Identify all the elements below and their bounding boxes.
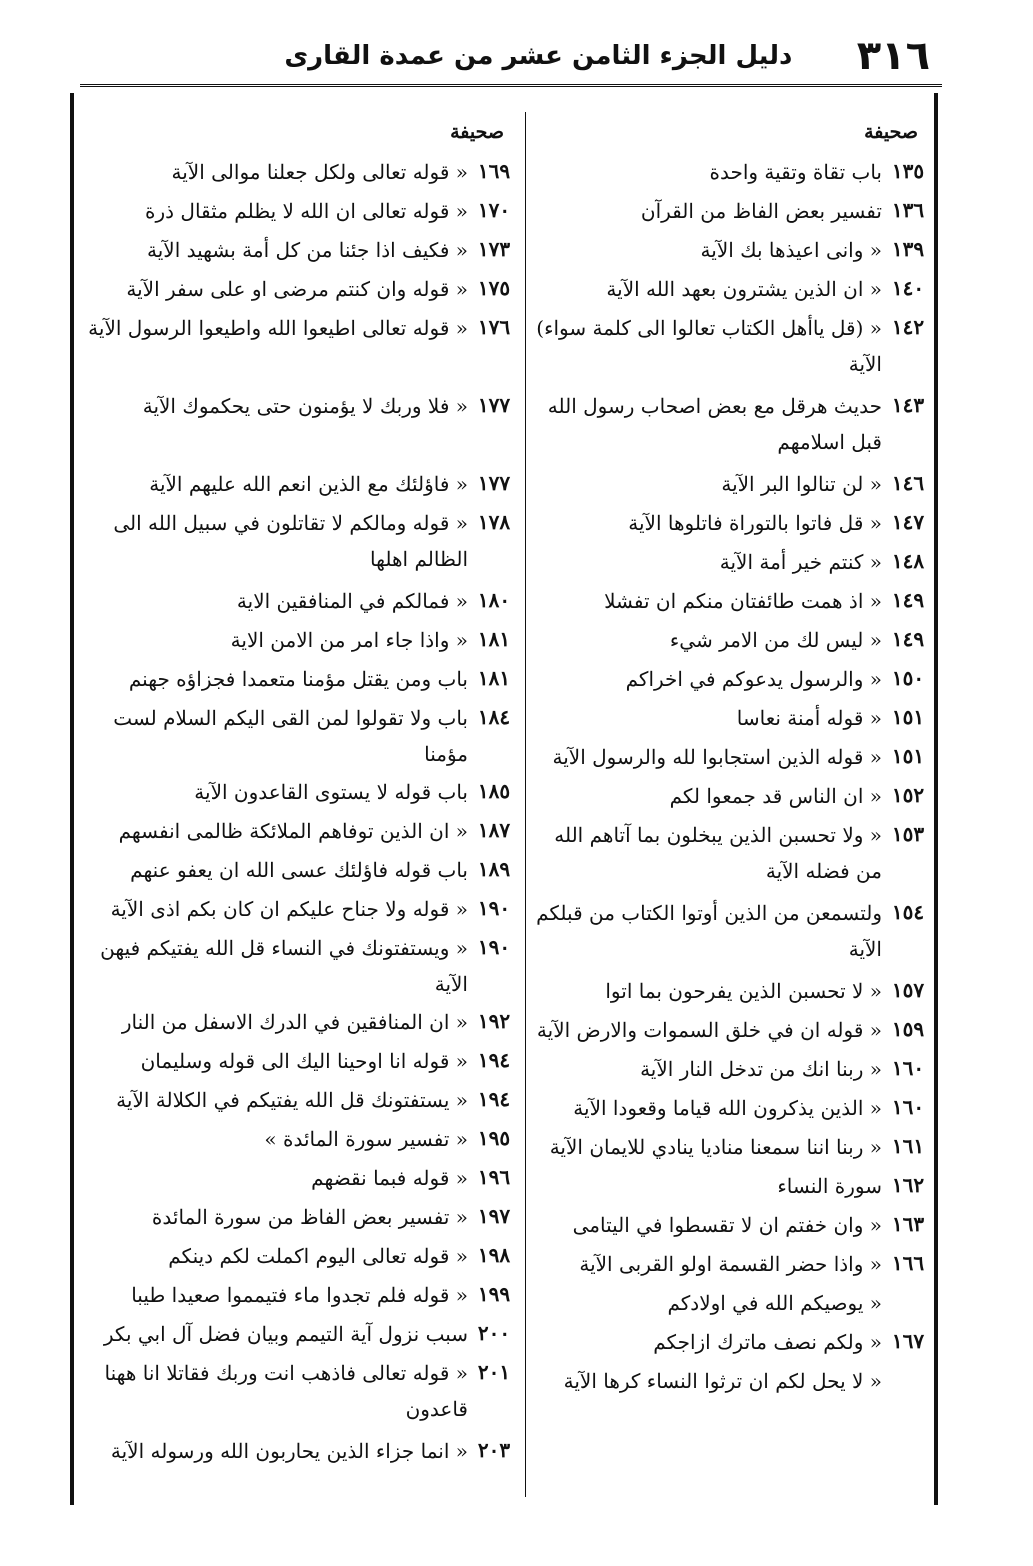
index-entry [534,386,934,464]
entry-page-number: ١٥٩ [891,1017,925,1041]
entry-title: « قوله تعالى اطيعوا الله واطيعوا الرسول الآية [88,316,468,340]
index-entry [80,850,520,889]
index-entry [534,1322,934,1361]
entry-title: « ان الناس قد جمعوا لكم [669,784,882,808]
entry-page-number: ١٤٠ [891,276,925,300]
entry-title: « قوله ومالكم لا تقاتلون في سبيل الله الى الظالم اهلها [113,511,468,571]
entry-page-number: ١٧٨ [477,510,511,534]
entry-page-number: ١٩٧ [477,1204,511,1228]
index-entry [80,889,520,928]
entry-page-number: ١٤٨ [891,549,925,573]
entry-title: « تفسير سورة المائدة » [264,1127,468,1151]
index-entry [80,1236,520,1275]
entry-title: حديث هرقل مع بعض اصحاب رسول الله قبل اسلامهم [547,394,882,454]
entry-page-number: ١٦٠ [891,1056,925,1080]
entry-page-number: ١٦٩ [477,159,511,183]
entry-page-number: ١٩٠ [477,935,511,959]
entry-page-number: ١٦٠ [891,1095,925,1119]
entry-title: باب ولا تقولوا لمن القى اليكم السلام لست مؤمنا [113,706,468,766]
index-entry [534,698,934,737]
entry-page-number: ١٦١ [891,1134,925,1158]
entry-title: « ان الذين يشترون بعهد الله الآية [606,277,882,301]
entry-page-number: ١٣٥ [891,159,925,183]
entry-page-number: ٢٠٣ [477,1438,511,1462]
left-index-list [80,152,520,1470]
index-entry [80,811,520,850]
index-entry [80,464,520,503]
page-number: ٣١٦ [856,33,930,79]
right-index-list [534,152,934,1400]
index-entry [80,659,520,698]
index-entry [80,230,520,269]
index-entry [534,269,934,308]
entry-title: « كنتم خير أمة الآية [719,550,882,574]
entry-page-number: ١٩٦ [477,1165,511,1189]
entry-page-number: ١٤٩ [891,588,925,612]
entry-title: « ليس لك من الامر شيء [669,628,882,652]
entry-page-number: ١٤٢ [891,315,925,339]
entry-title: « قوله ان في خلق السموات والارض الآية [536,1018,882,1042]
entry-page-number: ١٤٦ [891,471,925,495]
index-entry [534,581,934,620]
index-entry [534,1088,934,1127]
index-entry [534,893,934,971]
entry-title: « ربنا اننا سمعنا مناديا ينادي للايمان الآية [549,1135,882,1159]
entry-title: « فاؤلئك مع الذين انعم الله عليهم الآية [149,472,468,496]
entry-page-number: ١٩٤ [477,1087,511,1111]
index-entry [534,776,934,815]
entry-title: « ان الذين توفاهم الملائكة ظالمى انفسهم [118,819,468,843]
index-entry [534,464,934,503]
entry-page-number: ١٦٣ [891,1212,925,1236]
entry-title: « قوله فبما نقضهم [311,1166,468,1190]
entry-title: « ويستفتونك في النساء قل الله يفتيكم فيهن الآية [100,936,468,996]
index-entry [80,1197,520,1236]
index-entry [80,772,520,811]
entry-page-number: ١٥١ [891,744,925,768]
entry-title: « قوله وان كنتم مرضى او على سفر الآية [126,277,468,301]
left-index-column [80,112,520,1470]
index-entry [80,191,520,230]
index-entry [534,620,934,659]
page-header [80,28,942,87]
index-entry [80,503,520,581]
index-entry [534,191,934,230]
entry-page-number: ١٤٧ [891,510,925,534]
entry-title: « يستفتونك قل الله يفتيكم في الكلالة الآية [116,1088,468,1112]
index-entry [534,1010,934,1049]
entry-title: « فمالكم في المنافقين الاية [236,589,468,613]
index-entry [80,698,520,772]
index-entry [80,1041,520,1080]
entry-page-number: ١٨٤ [477,705,511,729]
index-entry [534,503,934,542]
entry-title: « فكيف اذا جئنا من كل أمة بشهيد الآية [147,238,468,262]
entry-title: « الذين يذكرون الله قياما وقعودا الآية [573,1096,882,1120]
entry-page-number: ١٨٥ [477,779,511,803]
entry-page-number: ١٧٧ [477,471,511,495]
entry-title: باب قوله فاؤلئك عسى الله ان يعفو عنهم [130,858,468,882]
entry-page-number: ١٥٣ [891,822,925,846]
entry-title: « قوله انا اوحينا اليك الى قوله وسليمان [140,1049,468,1073]
entry-page-number: ١٥٧ [891,978,925,1002]
index-entry [80,269,520,308]
entry-title: « فلا وربك لا يؤمنون حتى يحكموك الآية [142,394,468,418]
index-entry [534,659,934,698]
entry-title: « ولا تحسبن الذين يبخلون بما آتاهم الله من فضله الآية [554,823,882,883]
entry-title: « قوله الذين استجابوا لله والرسول الآية [552,745,882,769]
entry-page-number: ١٩٢ [477,1009,511,1033]
entry-title: « قوله تعالى ان الله لا يظلم مثقال ذرة [145,199,468,223]
index-entry [534,971,934,1010]
entry-page-number: ١٨١ [477,627,511,651]
entry-title: « قوله تعالى فاذهب انت وربك فقاتلا انا ههنا قاعدون [104,1361,468,1421]
entry-title: سورة النساء [777,1174,882,1198]
entry-title: « لا تحسبن الذين يفرحون بما اتوا [605,979,882,1003]
entry-page-number: ١٦٢ [891,1173,925,1197]
entry-title: « لا يحل لكم ان ترثوا النساء كرها الآية [563,1369,882,1393]
entry-page-number: ١٧٥ [477,276,511,300]
entry-title: « واذا حضر القسمة اولو القربى الآية [579,1252,882,1276]
index-entry [80,620,520,659]
entry-title: تفسير بعض الفاظ من القرآن [640,199,882,223]
index-entry [80,1158,520,1197]
entry-page-number: ١٨٠ [477,588,511,612]
index-entry [534,1049,934,1088]
entry-title: ولتسمعن من الذين أوتوا الكتاب من قبلكم الآية [536,901,882,961]
entry-page-number: ١٣٦ [891,198,925,222]
index-entry [80,1002,520,1041]
entry-title: باب ومن يقتل مؤمنا متعمدا فجزاؤه جهنم [128,667,468,691]
index-entry [80,152,520,191]
index-entry [534,815,934,893]
entry-title: باب قوله لا يستوى القاعدون الآية [194,780,468,804]
index-entry [80,1431,520,1470]
entry-title: « لن تنالوا البر الآية [721,472,882,496]
entry-title: « واذا جاء امر من الامن الاية [230,628,468,652]
index-entry [534,542,934,581]
entry-title: « قل فاتوا بالتوراة فاتلوها الآية [628,511,882,535]
entry-title: « (قل ياأهل الكتاب تعالوا الى كلمة سواء) الآية [536,316,882,376]
entry-title: « والرسول يدعوكم في اخراكم [625,667,882,691]
entry-page-number: ١٨٧ [477,818,511,842]
entry-page-number: ١٦٦ [891,1251,925,1275]
entry-title: باب تقاة وتقية واحدة [709,160,882,184]
index-entry [534,1166,934,1205]
index-entry [534,1283,934,1322]
entry-page-number: ٢٠٠ [477,1321,511,1345]
entry-title: « ان المنافقين في الدرك الاسفل من النار [121,1010,468,1034]
entry-page-number: ١٧٧ [477,393,511,417]
column-divider [525,112,526,1497]
index-entry [80,1314,520,1353]
entry-title: « ولكم نصف ماترك ازاجكم [653,1330,882,1354]
right-index-column [534,112,934,1400]
entry-page-number: ١٤٣ [891,393,925,417]
entry-page-number: ١٩٩ [477,1282,511,1306]
column-heading: صحيفة [450,121,504,143]
entry-page-number: ١٥١ [891,705,925,729]
entry-page-number: ١٩٤ [477,1048,511,1072]
index-entry [534,1361,934,1400]
entry-title: « قوله تعالى ولكل جعلنا موالى الآية [171,160,468,184]
entry-title: « وانى اعيذها بك الآية [700,238,882,262]
entry-page-number: ١٣٩ [891,237,925,261]
index-entry [534,308,934,386]
index-entry [80,386,520,464]
index-entry [80,928,520,1002]
entry-title: « اذ همت طائفتان منكم ان تفشلا [604,589,882,613]
entry-title: « تفسير بعض الفاظ من سورة المائدة [151,1205,468,1229]
index-entry [534,737,934,776]
entry-page-number: ١٩٠ [477,896,511,920]
entry-page-number: ١٧٣ [477,237,511,261]
index-entry [534,230,934,269]
index-entry [534,1127,934,1166]
entry-page-number: ١٩٨ [477,1243,511,1267]
index-entry [80,1119,520,1158]
entry-title: « قوله أمنة نعاسا [736,706,882,730]
index-entry [534,152,934,191]
entry-title: « قوله ولا جناح عليكم ان كان بكم اذى الآية [110,897,468,921]
entry-page-number: ١٧٦ [477,315,511,339]
entry-title: « انما جزاء الذين يحاربون الله ورسوله الآية [110,1439,468,1463]
entry-title: « يوصيكم الله في اولادكم [667,1291,882,1315]
index-entry [534,1244,934,1283]
entry-page-number: ١٥٤ [891,900,925,924]
entry-page-number: ١٥٢ [891,783,925,807]
entry-page-number: ١٩٥ [477,1126,511,1150]
entry-title: « ربنا انك من تدخل النار الآية [640,1057,882,1081]
entry-page-number: ١٨١ [477,666,511,690]
entry-page-number: ١٧٠ [477,198,511,222]
index-entry [80,581,520,620]
entry-page-number: ١٦٧ [891,1329,925,1353]
entry-title: سبب نزول آية التيمم وبيان فضل آل ابي بكر [103,1322,468,1346]
entry-title: « قوله فلم تجدوا ماء فتيمموا صعيدا طيبا [131,1283,468,1307]
entry-page-number: ١٥٠ [891,666,925,690]
entry-page-number: ١٤٩ [891,627,925,651]
index-entry [80,1275,520,1314]
entry-page-number: ١٨٩ [477,857,511,881]
running-title: دليل الجزء الثامن عشر من عمدة القارى [284,41,793,71]
column-heading: صحيفة [864,121,918,143]
index-entry [80,1080,520,1119]
entry-title: « وان خفتم ان لا تقسطوا في اليتامى [572,1213,882,1237]
index-entry [80,308,520,386]
entry-page-number: ٢٠١ [477,1360,511,1384]
index-entry [534,1205,934,1244]
entry-title: « قوله تعالى اليوم اكملت لكم دينكم [168,1244,468,1268]
index-entry [80,1353,520,1431]
